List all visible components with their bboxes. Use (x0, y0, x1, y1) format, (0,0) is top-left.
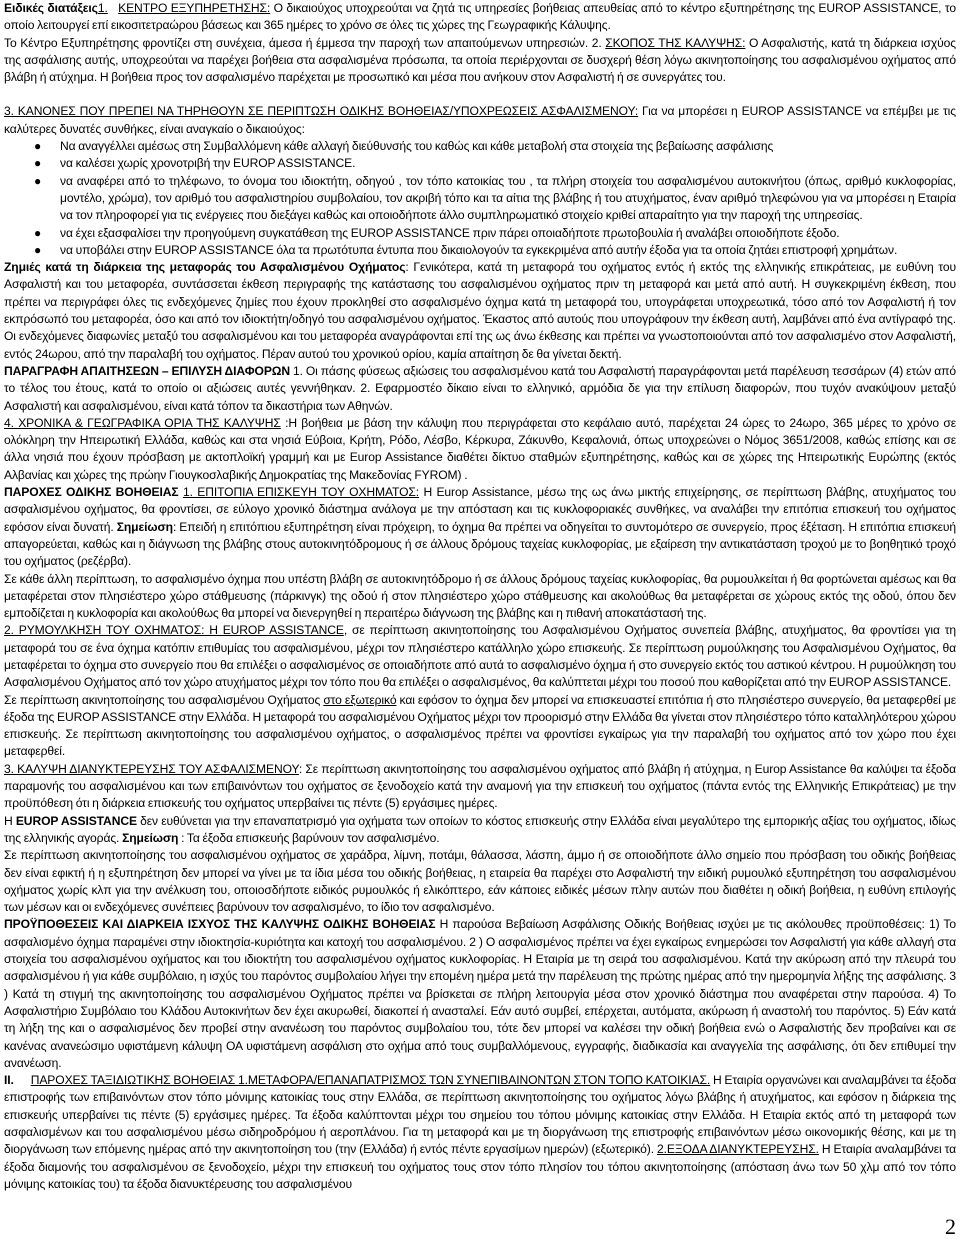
transport-damage-text: : Γενικότερα, κατά τη μεταφορά του οχήματος εντός ή εκτός της ελληνικής επικράτειας, με ευθύνη του Ασφαλιστή και του μεταφορέα, συντάσσεται έκθεση περιγραφής της κατάστασης του ασφαλισμένου οχήματος πριν τη μεταφορά και μετά από αυτή. Η συγκεκριμένη έκθεση, που πρέπει να περιγράφει όλες τις ενδεχόμενες ζημίες που έχουν προκληθεί στο ασφαλισμένο όχημα κατά τη μεταφορά του, υπογράφεται υποχρεωτικά, τόσο από τον Ασφαλιστή ή τον εκπρόσωπό του μεταφορέα, όσο και από τον ιδιοκτήτη/οδηγό του ασφαλισμένου οχήματος. Έκαστος από αυτούς που υπογράφουν την έκθεση αυτή, λαμβάνει από ένα αντίγραφό της. Οι ενδεχόμενες διαφωνίες μεταξύ του ασφαλισμένου και του μεταφορέα αναγράφονται επί της ως άνω έκθεσης και πρέπει να γνωστοποιούνται από τον ασφαλισμένο στον Ασφαλιστή, εντός 24ωρου, από την παραλαβή του οχήματος. Πέραν αυτού του χρονικού ορίου, καμία απαίτηση δε θα γίνεται δεκτή. (4, 260, 956, 361)
bullet-icon: ● (34, 139, 42, 154)
abroad-towing-text-before: Σε περίπτωση ακινητοποίησης του ασφαλισμένου Οχήματος (4, 692, 324, 707)
list-item-text: Να αναγγέλλει αμέσως στη Συμβαλλόμενη κάθε αλλαγή διεύθυνσής του καθώς και κάθε μεταβολή στα στοιχεία της βεβαίωσης ασφάλισης (60, 139, 774, 154)
list-item-text: να καλέσει χωρίς χρονοτριβή την EUROP ASSISTANCE. (60, 156, 356, 171)
limitation-disputes-paragraph (4, 363, 956, 415)
road-assistance-heading: ΠΑΡΟΧΕΣ ΟΔΙΚΗΣ ΒΟΗΘΕΙΑΣ (4, 485, 179, 500)
coverage-purpose-text: Ο Ασφαλιστής, κατά τη διάρκεια ισχύος της ασφάλισης αυτής, υποχρεούται να παρέχει βοήθεια στα ασφαλισμένα πρόσωπα, τα οποία περιέρχονται σε δυσχερή θέση λόγω ακινητοποίησης του ασφαλισμένου οχήματος από βλάβη ή ατύχημα. Η βοήθεια προς τον ασφαλισμένο παρέχεται με προσωπικό και μέσα που ανήκουν στον Ασφαλιστή ή σε συνεργάτες του. (4, 35, 956, 85)
travel-assistance-text: Η Εταιρία οργανώνει και αναλαμβάνει τα έξοδα επιστροφής των επιβαινόντων στον τόπο μόνιμης κατοικίας τους στην Ελλάδα, σε περίπτωση ακινητοποίησης του οχήματος λόγω βλάβης ή ατυχήματος, και εφόσον η διάρκεια της επισκευής υπερβαίνει τις πέντε (5) εργάσιμες ημέρες. Τα έξοδα καλύπτονται μέχρι του σημείου του τόπου μόνιμης κατοικίας στην Ελλάδα. Η Εταιρία εκτός από τη μεταφορά των ασφαλισμένων και του ασφαλισμένου μέσω σιδηροδρόμου ή αεροπλάνου. Για τη μεταφορά και με τη διοργάνωση της επιστροφής επιβαινόντων μέσω οικονομικής θέσης, και με τη διοργάνωση των επόμενης ημέρας από την ακινητοποίηση του (την (Ελλάδα) ή εντός πέντε εργασίμων ημερών) (εξωτερικό). (4, 1073, 957, 1157)
overnight-coverage-paragraph (4, 761, 956, 813)
insured-obligations-heading: 3. ΚΑΝΟΝΕΣ ΠΟΥ ΠΡΕΠΕΙ ΝΑ ΤΗΡΗΘΟΥΝ ΣΕ ΠΕΡΙΠΤΩΣΗ ΟΔΙΚΗΣ ΒΟΗΘΕΙΑΣ/ΥΠΟΧΡΕΩΣΕΙΣ ΑΣΦΑΛΙΣΜΕΝΟΥ: (4, 104, 639, 119)
repatriation-text-after: : Τα έξοδα επισκευής βαρύνουν τον ασφαλισμένο. (178, 830, 440, 845)
abroad-underlined-text: στο εξωτερικό (323, 692, 397, 707)
list-item (4, 242, 956, 259)
overnight-expenses-heading: 2.ΕΞΟΔΑ ΔΙΑΝΥΚΤΕΡΕΥΣΗΣ. (657, 1142, 819, 1157)
on-site-repair-text: Η Europ Assistance, μέσω της ως άνω μικτής επιχείρησης, σε περίπτωση βλάβης, ατυχήματος του ασφαλισμένου οχήματος, θα φροντίσει, σε εύλογο χρονικό διάστημα ανάλογα με την απόσταση και τις κυκλοφοριακές συνθήκες, να αναλάβει την επιτόπια επισκευή του οχήματος εφόσον είναι δυνατή. (4, 485, 956, 534)
coverage-limits-text: :Η βοήθεια με βάση την κάλυψη που περιγράφεται στο κεφάλαιο αυτό, παρέχεται 24 ώρες το 24ωρο, 365 μέρες το χρόνο σε ολόκληρη την Ηπειρωτική Ελλάδα, καθώς και στα νησιά Εύβοια, Κρήτη, Ρόδο, Λέσβο, Κέρκυρα, Ζάκυνθο, Κεφαλονιά, όπως υποχρεώνει ο Νόμος 3651/2008, καθώς επίσης και σε άλλα νησιά που έχουν πρόσβαση με ακτοπλοϊκή γραμμή και με Europ Assistance διαθέτει δίκτυο σταθμών εξυπηρέτησης, καθώς και σε χώρες της Ηπειρωτικής Ευρώπης (εκτός Αλβανίας και χώρες της πρώην Γιουγκοσλαβικής Δημοκρατίας της Μακεδονίας FYROM) . (4, 415, 956, 482)
page-number: 2 (945, 1214, 956, 1239)
coverage-purpose-paragraph (4, 35, 956, 87)
special-provisions-paragraph (4, 0, 956, 35)
list-item (4, 138, 956, 155)
special-immobilization-text: Σε περίπτωση ακινητοποίησης του ασφαλισμένου οχήματος σε χαράδρα, λίμνη, ποτάμι, θάλασσα, λάσπη, άμμο ή σε οποιοδήποτε άλλο σημείο που πρόσβαση του οδικής βοήθειας δεν είναι εφικτή ή η εξυπηρέτηση δεν μπορεί να γίνει με τα ίδια μέσα του οδικής βοήθειας, η εταιρεία θα παρέχει στο Ασφαλιστή την ειδική ρυμουλκό εξυπηρέτηση του ασφαλισμένου οχήματος χωρίς κλπ για την ανέλκυση του, οποιοσδήποτε ειδικός ρυμουλκός ή ελικόπτερο, εάν κάποιες ειδικές μέσων πλην αυτών που διαθέτει η οδική βοήθεια, η ευθύνη επιλογής των μέσων και οι ενδεχόμενες συνέπειες βαρύνουν τον ασφαλισμένο, το ίδιο τον ασφαλισμένο. (4, 848, 956, 915)
overnight-coverage-text: : Σε περίπτωση ακινητοποίησης του ασφαλισμένου οχήματος από βλάβη ή ατύχημα, η Europ Assistance θα καλύψει τα έξοδα παραμονής του ασφαλισμένου και των επιβαινόντων του οχήματος σε ξενοδοχείο κατά την αναμονή για την επισκευή του οχήματος (πάντα εντός της Ελληνικής Επικράτειας) με την προϋπόθεση ότι η διάρκεια επισκευής του οχήματος υπερβαίνει τις πέντε (5) εργάσιμες ημέρες. (4, 761, 957, 811)
conditions-duration-text: Η παρούσα Βεβαίωση Ασφάλισης Οδικής Βοήθειας ισχύει με τις ακόλουθες προϋποθέσεις: 1) Το ασφαλισμένο όχημα παραμένει στην ιδιοκτησία-κυριότητα και κατοχή του ασφαλισμένου. 2 ) Ο ασφαλισμένος πρέπει να έχει εγκαίρως ενημερώσει τον Ασφαλιστή για κάθε αλλαγή στα στοιχεία του ασφαλισμένου οχήματος και του ιδιοκτήτη του ασφαλισμένου οχήματος κυκλοφορίας. Η Εταιρία με τη σειρά του ασφαλισμένου. Κατά την ακύρωση από την πλευρά του ασφαλισμένου ή για κάθε συμβόλαιο, η ισχύς του παρόντος συμβολαίου λήγει την επομένη ημέρα μετά την παρέλευση της πρώτης ημέρας από την ημερομηνία λήξης της ασφάλισης. 3 ) Κατά τη στιγμή της ακινητοποίησης του ασφαλισμένου Οχήματος πρέπει να βρίσκεται σε πλήρη λειτουργία μέσα στον χρονικό διάστημα που αναφέρεται στην παρούσα. 4) Το Ασφαλιστήριο Συμβόλαιο του Κλάδου Αυτοκινήτων δεν έχει ακυρωθεί, διακοπεί ή ανασταλεί. Εάν αυτό συμβεί, επέρχεται, αυτόματα, ακύρωση ή αναστολή του παρόντος. 5) Εάν κατά τη λήξη της και ο ασφαλισμένος δεν προβεί στην ανανέωση του παρόντος συμβολαίου του, τότε δεν μπορεί να καλέσει την οδική βοήθεια ενώ ο Ασφαλιστής δεν προβαίνει και σε κανένας ανανεώσιμο υφιστάμενη κάλυψη ΟΑ υφιστάμενη ασφάλιση στο οχήμα από τους συμβαλλόμενους, εγγραφής, διαδικασία και αναγγελία της ασφάλισης, ότι δεν επιθυμεί την ανανέωση. (4, 917, 956, 1070)
company-name: EUROP ASSISTANCE (15, 813, 137, 828)
service-center-continued-text: Το Κέντρο Εξυπηρέτησης φροντίζει στη συνέχεια, άμεσα ή έμμεσα την παροχή των απαιτούμενων υπηρεσιών. 2. (4, 35, 606, 50)
transport-damage-heading: Ζημιές κατά τη διάρκεια της μεταφοράς του Ασφαλισμένου Οχήματος (4, 260, 406, 275)
note-label: Σημείωση (122, 830, 179, 845)
transport-damage-paragraph (4, 259, 956, 363)
travel-assistance-heading: ΠΑΡΟΧΕΣ ΤΑΞΙΔΙΩΤΙΚΗΣ ΒΟΗΘΕΙΑΣ 1.ΜΕΤΑΦΟΡΑ/ΕΠΑΝΑΠΑΤΡΙΣΜΟΣ ΤΩΝ ΣΥΝΕΠΙΒΑΙΝΟΝΤΩΝ ΣΤΟΝ ΤΟΠΟ ΚΑΤΟΙΚΙΑΣ. (30, 1073, 711, 1088)
repatriation-text-before: Η (4, 813, 16, 828)
insured-obligations-text: Για να μπορέσει η EUROP ASSISTANCE να επέμβει με τις καλύτερες δυνατές συνθήκες, είναι αναγκαίο ο δικαιούχος: (4, 104, 956, 136)
towing-heading: 2. ΡΥΜΟΥΛΚΗΣΗ ΤΟΥ ΟΧΗΜΑΤΟΣ: Η EUROP ASSISTANCE (4, 623, 344, 638)
section-ii-number: II. (4, 1073, 14, 1088)
coverage-limits-heading: 4. ΧΡΟΝΙΚΑ & ΓΕΩΓΡΑΦΙΚΑ ΟΡΙΑ ΤΗΣ ΚΑΛΥΨΗΣ (4, 415, 281, 430)
travel-assistance-paragraph (4, 1072, 956, 1193)
list-item-text: να αναφέρει από το τηλέφωνο, το όνομα του ιδιοκτήτη, οδηγού , τον τόπο κατοικίας του , τα πλήρη στοιχεία του ασφαλισμένου αυτοκινήτου (όπως, αριθμό κυκλοφορίας, μοντέλο, χρώμα), τον αριθμό του ασφαλιστηρίου συμβολαίου, τον ακριβή τόπο και τα αίτια της βλάβης ή του ατυχήματος, έναν αριθμό τηλεφώνου για να μπορέσει η Εταιρία να τον πληροφορεί για τις ενέργειες που διεξάγει καθώς και οποιοδήποτε άλλο συμπληρωματικό στοιχείο κριθεί απαραίτητο για την παροχή της υπηρεσίας. (60, 173, 956, 223)
list-item-text: να υποβάλει στην EUROP ASSISTANCE όλα τα πρωτότυπα έντυπα που δικαιολογούν τα εγκεκριμένα από αυτήν έξοδα για τα οποία ζητάει επιστροφή χρημάτων. (60, 242, 898, 257)
conditions-duration-paragraph (4, 916, 956, 1072)
special-provisions-label: Ειδικές διατάξεις (4, 1, 98, 15)
bullet-icon: ● (34, 173, 42, 188)
service-center-text: Ο δικαιούχος υποχρεούται να ζητά τις υπηρεσίες βοήθειας απευθείας από το κέντρο εξυπηρέτησης της EUROP ASSISTANCE, το οποίο λειτουργεί επί εικοσιτετραώρου βάσεως και 365 ημέρες το χρόνο σε όλες τις χώρες της Γεωγραφικής Κάλυψης. (4, 1, 957, 33)
highway-breakdown-paragraph (4, 571, 956, 623)
list-item (4, 155, 956, 172)
document-page (4, 0, 956, 1193)
coverage-purpose-heading: ΣΚΟΠΟΣ ΤΗΣ ΚΑΛΥΨΗΣ: (605, 35, 746, 50)
road-assistance-paragraph (4, 484, 956, 570)
obligations-list (4, 138, 956, 259)
list-item (4, 225, 956, 242)
list-item-text: να έχει εξασφαλίσει την προηγούμενη συγκατάθεση της EUROP ASSISTANCE πριν πάρει οποιαδήποτε πρωτοβουλία ή αναλάβει οποιοδήποτε έξοδο. (60, 225, 840, 240)
coverage-limits-paragraph (4, 415, 956, 484)
highway-breakdown-text: Σε κάθε άλλη περίπτωση, το ασφαλισμένο όχημα που υπέστη βλάβη σε αυτοκινητόδρομο ή σε άλλους δρόμους ταχείας κυκλοφορίας, θα ρυμουλκείται ή θα φορτώνεται αμέσως και θα μεταφέρεται στον πλησιέστερο χώρο στάθμευσης (πάρκινγκ) της οδού ή στον πλησιέστερο χώρο στάθμευσης και ακολούθως θα μεταφέρεται σε χώρους εκτός της οδού, όπου δεν εμποδίζεται η κυκλοφορία και ακολούθως θα μπορεί να διενεργηθεί η περαιτέρω διάγνωση της βλάβης και η πιθανή αποκατάστασή της. (4, 571, 956, 621)
limitation-disputes-heading: ΠΑΡΑΓΡΑΦΗ ΑΠΑΙΤΗΣΕΩΝ – ΕΠΙΛΥΣΗ ΔΙΑΦΟΡΩΝ (4, 363, 291, 378)
abroad-towing-text-after: και εφόσον το όχημα δεν μπορεί να επισκευαστεί επιτόπια ή στο πλησιέστερο συνεργείο, θα μεταφερθεί με έξοδα της EUROP ASSISTANCE στην Ελλάδα. Η μεταφορά του ασφαλισμένου Οχήματος μέχρι τον προορισμό στην Ελλάδα θα γίνεται στον πλησιέστερο τόπο καταλληλότερου χώρου επισκευής. Σε περίπτωση ακινητοποίησης του ασφαλισμένου οχήματος, ο ασφαλισμένος πρέπει να φροντίσει εγκαίρως για την παραλαβή του οχήματος από τον χώρο που έχει μεταφερθεί. (4, 692, 957, 759)
note-text: : Επειδή η επιτόπιου εξυπηρέτηση είναι πρόχειρη, το όχημα θα πρέπει να οδηγείται το συντομότερο σε συνεργείο, προς έξέταση. Η επιτόπια επισκευή απαγορεύεται, καθώς και η διάγνωση της βλάβης στους αυτοκινητόδρομους ή σε άλλους δρόμους ταχείας κυκλοφορίας, με εξαίρεση την αντικατάσταση τροχού με το βοηθητικό τροχό του οχήματος (ρεζέρβα). (4, 519, 956, 569)
special-immobilization-paragraph (4, 847, 956, 916)
bullet-icon: ● (34, 242, 42, 257)
repatriation-exclusion-paragraph (4, 813, 956, 848)
list-item (4, 173, 956, 225)
limitation-disputes-text: 1. Οι πάσης φύσεως αξιώσεις του ασφαλισμένου κατά του Ασφαλιστή παραγράφονται μετά παρέλευση τεσσάρων (4) ετών από το τέλος του έτους, κατά το οποίο οι αξιώσεις αυτές γεννήθηκαν. 2. Εφαρμοστέο δίκαιο είναι το ελληνικό, αρμόδια δε για την επίλυση διαφορών, που τυχόν ανακύψουν μεταξύ Ασφαλιστή και ασφαλισμένου, είναι κατά τόπον τα δικαστήρια των Αθηνών. (4, 363, 956, 413)
conditions-duration-heading: ΠΡΟΫΠΟΘΕΣΕΙΣ ΚΑΙ ΔΙΑΡΚΕΙΑ ΙΣΧΥΟΣ ΤΗΣ ΚΑΛΥΨΗΣ ΟΔΙΚΗΣ ΒΟΗΘΕΙΑΣ (4, 917, 436, 932)
overnight-expenses-text: Η Εταιρία αναλαμβάνει τα έξοδα διαμονής του ασφαλισμένου σε ξενοδοχείο, μέχρι την επισκευή του οχήματος τους στον τόπο πλησίον του τόπου ακινητοποίησης (απόσταση άνω των 50 χλμ από τον τόπο μόνιμης κατοικίας του) τα έξοδα διανυκτέρευσης του ασφαλισμένου (4, 1142, 956, 1191)
note-label: Σημείωση (116, 519, 173, 534)
towing-paragraph (4, 622, 956, 691)
bullet-icon: ● (34, 225, 42, 240)
repatriation-text-mid: δεν ευθύνεται για την επαναπατρισμό για οχήματα των οποίων το κόστος επισκευής στην Ελλάδα είναι μεγαλύτερο της εμπορικής αξίας του οχήματος, ιδίως της ελληνικής αγοράς. (4, 813, 956, 845)
paragraph-gap (4, 86, 956, 103)
on-site-repair-heading: 1. ΕΠΙΤΟΠΙΑ ΕΠΙΣΚΕΥΗ ΤΟΥ ΟΧΗΜΑΤΟΣ: (182, 485, 420, 500)
bullet-icon: ● (34, 156, 42, 171)
service-center-heading: ΚΕΝΤΡΟ ΕΞΥΠΗΡΕΤΗΣΗΣ: (118, 1, 271, 15)
towing-text: , σε περίπτωση ακινητοποίησης του Ασφαλισμένου Οχήματος συνεπεία βλάβης, ατυχήματος, θα φροντίσει για τη μεταφορά του σε ένα όχημα κατόπιν επιθυμίας του ασφαλισμένου, μέχρι τον πλησιέστερο κατάλληλο χώρο επισκευής. Σε περίπτωση ρυμούλκησης του Ασφαλισμένου Οχήματος, θα μεταφέρεται το όχημα στο συνεργείο που θα επιλέξει ο ασφαλισμένος σε οποιαδήποτε από αυτά το ασφαλισμένο όχημα ή στο συνεργείο εκτός του αστικού κέντρου. Η ρυμούλκηση του Ασφαλισμένου Οχήματος από τον χώρο ατυχήματος μέχρι τον τόπο που θα επιλέξει ο ασφαλισμένος, θα καλύπτεται μέχρι του ποσού που καθορίζεται από την EUROP ASSISTANCE. (4, 623, 956, 690)
abroad-towing-paragraph (4, 692, 956, 761)
overnight-coverage-heading: 3. ΚΑΛΥΨΗ ΔΙΑΝΥΚΤΕΡΕΥΣΗΣ ΤΟΥ ΑΣΦΑΛΙΣΜΕΝΟΥ (4, 761, 299, 776)
section-1-number: 1. (97, 1, 108, 15)
insured-obligations-paragraph (4, 103, 956, 138)
